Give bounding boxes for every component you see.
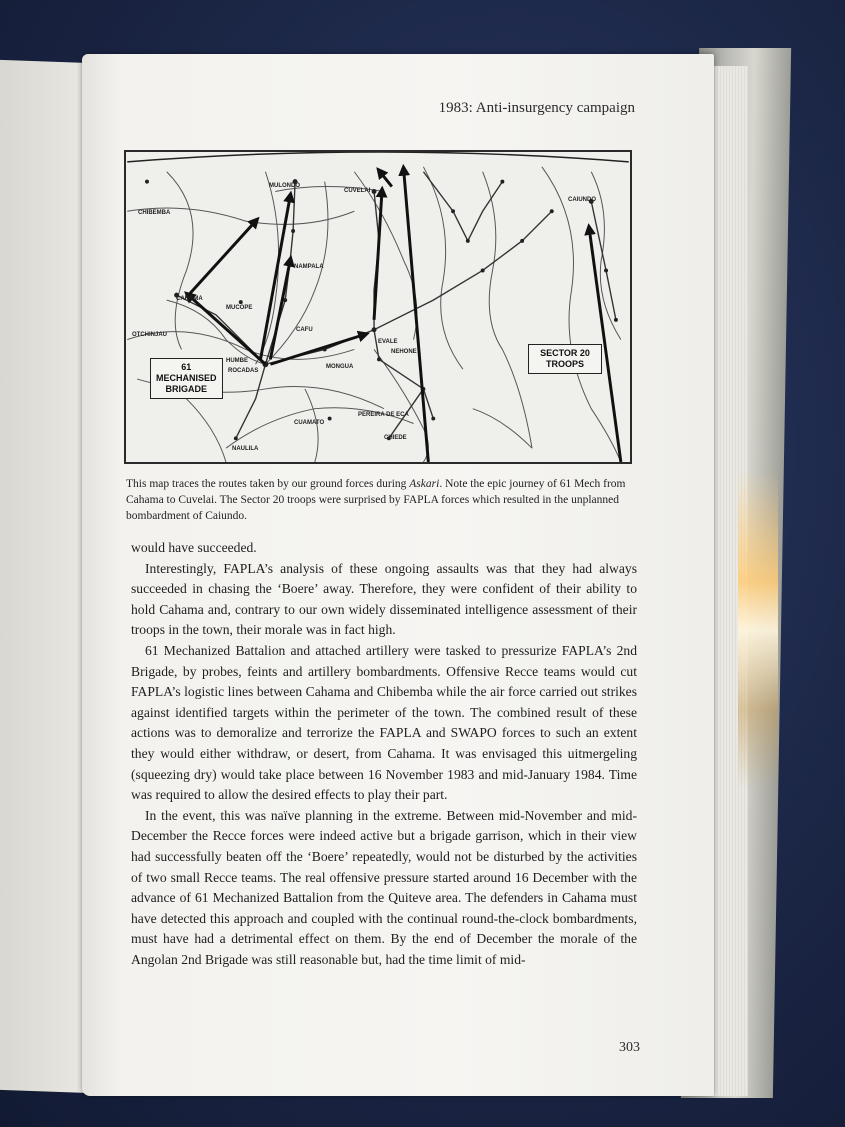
town-label: CAFU <box>296 327 313 333</box>
unit-61-line: BRIGADE <box>165 384 208 394</box>
unit-61-line: 61 <box>181 362 192 372</box>
paragraph: would have succeeded. <box>131 540 257 555</box>
caption-italic: Askari <box>409 478 440 490</box>
town-label: MUCOPE <box>226 305 253 311</box>
town-label: CHIBEMBA <box>138 210 171 216</box>
town-label: NEHONE <box>391 349 417 355</box>
town-label: NAMPALA <box>294 264 324 270</box>
town-label: CHIEDE <box>384 435 407 441</box>
town-label: CAHAMA <box>176 296 203 302</box>
unit-61-label <box>150 358 223 399</box>
town-label: OTCHINJAU <box>132 332 168 338</box>
town-label: MONGUA <box>326 364 354 370</box>
town-label: EVALE <box>378 339 398 345</box>
town-label: CUVELAI <box>344 188 371 194</box>
body-text <box>131 538 637 970</box>
paragraph: 61 Mechanized Battalion and attached artillery were tasked to pressurize FAPLA’s 2nd Brigade, by probes, feints and artillery bombardments. Offensive Recce teams would cut FAPLA’s logistic lines between Cahama and Chibemba while the air force carried out strikes against identified targets within the perimeter of the town. The combined result of these actions was to demoralize and terrorize the FAPLA and SWAPO forces to such an extent they would either withdraw, or desert, from Cahama. It was envisaged this uitmergeling (squeezing dry) would take place between 16 November 1983 and mid-January 1984. Time was required to allow the desired effects to play their part. <box>131 642 637 803</box>
sector-20-label <box>528 344 602 374</box>
town-label: CAIUNDO <box>568 197 596 203</box>
page-number: 303 <box>619 1040 640 1055</box>
town-label: MULONDO <box>269 183 300 189</box>
town-label: CUAMATO <box>294 420 325 426</box>
town-label: PEREIRA DE ECA <box>358 412 409 418</box>
light-reflection <box>738 470 778 790</box>
sector-20-line: TROOPS <box>545 359 584 369</box>
town-label: HUMBE <box>226 358 248 364</box>
running-head: 1983: Anti-insurgency campaign <box>438 100 635 116</box>
paragraph: Interestingly, FAPLA’s analysis of these ongoing assaults was that they had always succeeded in chasing the ‘Boere’ away. Therefore, they were confident of their ability to hold Cahama and, contrary to our own widely disseminated intelligence assessment of their troops in the town, their morale was in fact high. <box>131 560 637 638</box>
unit-61-line: MECHANISED <box>156 373 217 383</box>
map-caption <box>126 476 638 524</box>
caption-text: This map traces the routes taken by our ground forces during <box>126 478 410 490</box>
town-label: ROCADAS <box>228 368 259 374</box>
campaign-map <box>124 150 632 464</box>
caption-text: . Note the epic journey of 61 Mech from Cahama to Cuvelai. The Sector 20 troops were surprised by FAPLA forces which resulted in the unplanned bombardment of Caiundo. <box>126 478 626 522</box>
sector-20-line: SECTOR 20 <box>540 348 590 358</box>
town-label: NAULILA <box>232 446 259 452</box>
paragraph: In the event, this was naïve planning in the extreme. Between mid-November and mid-December the Recce forces were indeed active but a brigade garrison, which in their view had successfully beaten off the ‘Boere’ repeatedly, would not be disturbed by the activities of two small Recce teams. The real offensive pressure started around 16 December with the advance of 61 Mechanized Battalion from the Quiteve area. The defenders in Cahama must have detected this approach and coupled with the continual round-the-clock bombardments, must have had a detrimental effect on them. By the end of December the morale of the Angolan 2nd Brigade was still reasonable but, had the time limit of mid- <box>131 807 637 967</box>
